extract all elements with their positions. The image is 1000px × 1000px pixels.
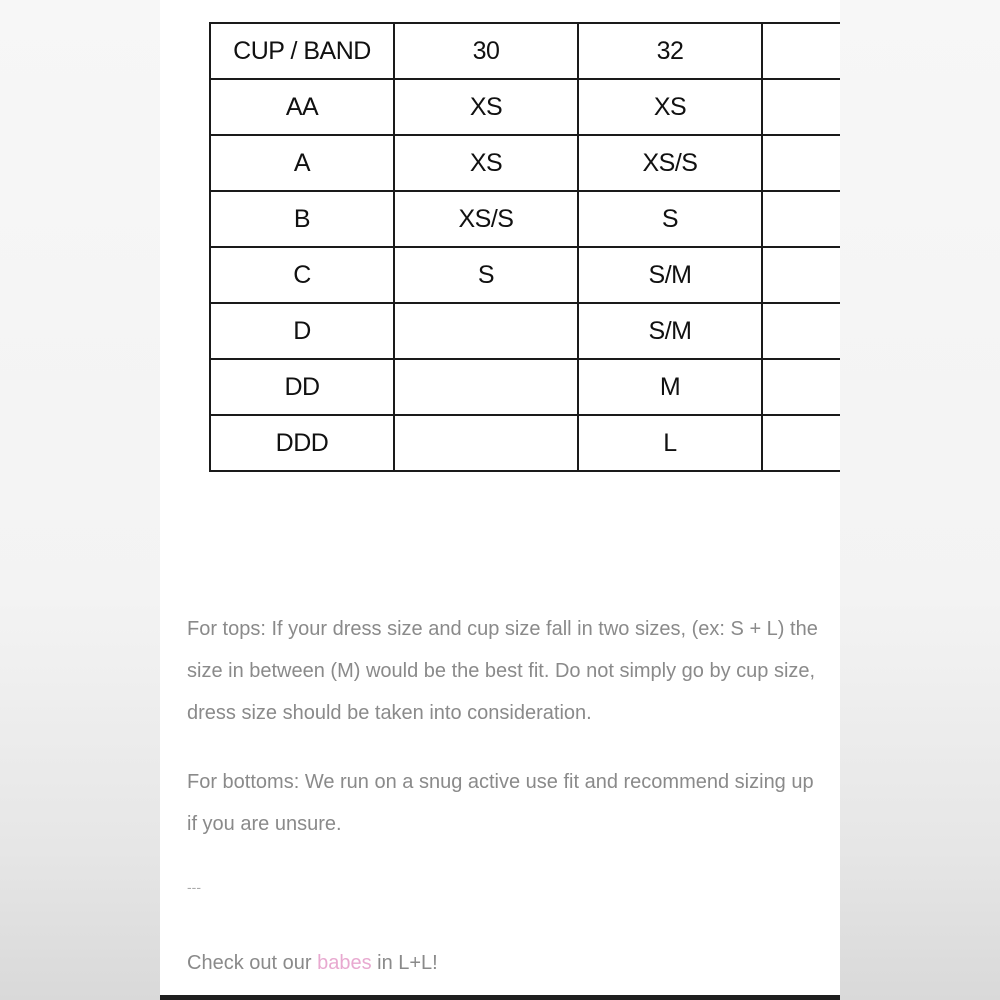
size-chart-table bbox=[209, 22, 840, 472]
header-cell-band-32: 32 bbox=[578, 23, 762, 79]
header-cell-cropped bbox=[762, 23, 840, 79]
size-cell: S bbox=[578, 191, 762, 247]
size-cell bbox=[394, 359, 578, 415]
table-row bbox=[210, 303, 840, 359]
table-row bbox=[210, 79, 840, 135]
separator-text: --- bbox=[187, 879, 201, 895]
size-cell: XS bbox=[394, 79, 578, 135]
page-bottom-border bbox=[160, 995, 840, 1000]
cup-cell: D bbox=[210, 303, 394, 359]
table-row bbox=[210, 359, 840, 415]
cta-suffix: in L+L! bbox=[371, 952, 438, 974]
cta-line bbox=[187, 942, 827, 984]
cup-cell: C bbox=[210, 247, 394, 303]
size-cell bbox=[394, 415, 578, 471]
table-row bbox=[210, 247, 840, 303]
left-backdrop bbox=[0, 0, 160, 1000]
product-description-page bbox=[160, 0, 840, 1000]
cup-cell: AA bbox=[210, 79, 394, 135]
size-cell: S/M bbox=[578, 303, 762, 359]
table-row bbox=[210, 415, 840, 471]
size-cell bbox=[394, 303, 578, 359]
tops-fit-note: For tops: If your dress size and cup size fall in two sizes, (ex: S + L) the size in between (M) would be the best fit. Do not simply go by cup size, dress size should be taken into consideration. bbox=[187, 618, 818, 724]
size-cell: L bbox=[578, 415, 762, 471]
bottoms-fit-note: For bottoms: We run on a snug active use fit and recommend sizing up if you are unsure. bbox=[187, 771, 814, 835]
header-cell-cup-band: CUP / BAND bbox=[210, 23, 394, 79]
size-cell bbox=[762, 191, 840, 247]
size-cell bbox=[762, 247, 840, 303]
size-cell: XS/S bbox=[578, 135, 762, 191]
size-cell: S/M bbox=[578, 247, 762, 303]
size-cell bbox=[762, 79, 840, 135]
table-header-row bbox=[210, 23, 840, 79]
cup-cell: DDD bbox=[210, 415, 394, 471]
header-cell-band-30: 30 bbox=[394, 23, 578, 79]
cup-cell: DD bbox=[210, 359, 394, 415]
size-cell bbox=[762, 303, 840, 359]
table-row bbox=[210, 135, 840, 191]
size-cell bbox=[762, 359, 840, 415]
right-backdrop bbox=[840, 0, 1000, 1000]
size-cell bbox=[762, 415, 840, 471]
size-cell bbox=[762, 135, 840, 191]
babes-link[interactable]: babes bbox=[317, 952, 372, 974]
cup-cell: B bbox=[210, 191, 394, 247]
cup-cell: A bbox=[210, 135, 394, 191]
size-cell: S bbox=[394, 247, 578, 303]
cta-prefix: Check out our bbox=[187, 952, 318, 974]
table-row bbox=[210, 191, 840, 247]
size-cell: M bbox=[578, 359, 762, 415]
size-cell: XS/S bbox=[394, 191, 578, 247]
size-cell: XS bbox=[394, 135, 578, 191]
size-cell: XS bbox=[578, 79, 762, 135]
